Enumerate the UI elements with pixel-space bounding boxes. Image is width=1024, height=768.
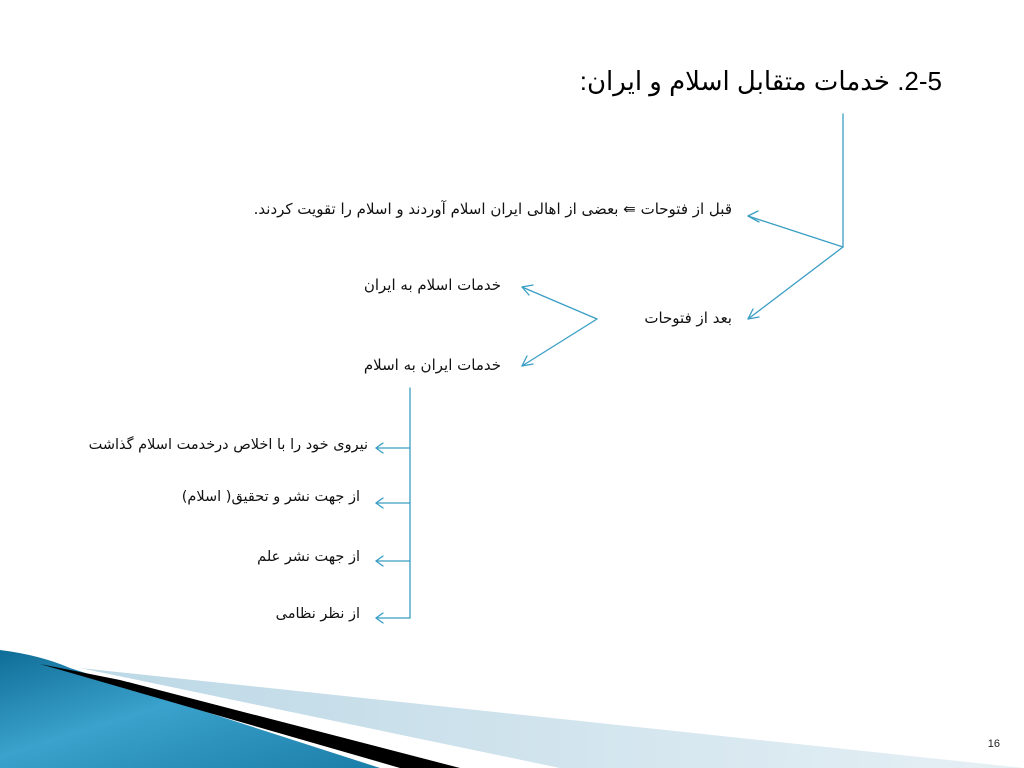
branch-before-arrowhead xyxy=(748,211,759,222)
iran-to-islam-item: از نظر نظامی xyxy=(275,606,360,622)
iran-to-islam-services-label: خدمات ایران به اسلام xyxy=(363,356,501,374)
branch-iran-to-islam-line xyxy=(522,319,597,366)
after-conquests-label: بعد از فتوحات xyxy=(644,309,732,327)
iran-to-islam-item: از جهت نشر و تحقیق( اسلام) xyxy=(181,489,360,505)
branch-before-line xyxy=(748,216,843,247)
slide-title: 2-5. خدمات متقابل اسلام و ایران: xyxy=(579,66,942,96)
branch-after-line xyxy=(748,247,843,319)
iran-to-islam-item: نیروی خود را با اخلاص درخدمت اسلام گذاشت xyxy=(88,437,368,453)
branch-islam-to-iran-line xyxy=(522,287,597,319)
islam-to-iran-services-label: خدمات اسلام به ایران xyxy=(363,276,501,294)
iran-to-islam-item: از جهت نشر علم xyxy=(257,549,360,565)
page-number: 16 xyxy=(987,738,1000,750)
before-conquests-text: قبل از فتوحات ⇚ بعضی از اهالی ایران اسلام آوردند و اسلام را تقویت کردند. xyxy=(253,200,732,218)
